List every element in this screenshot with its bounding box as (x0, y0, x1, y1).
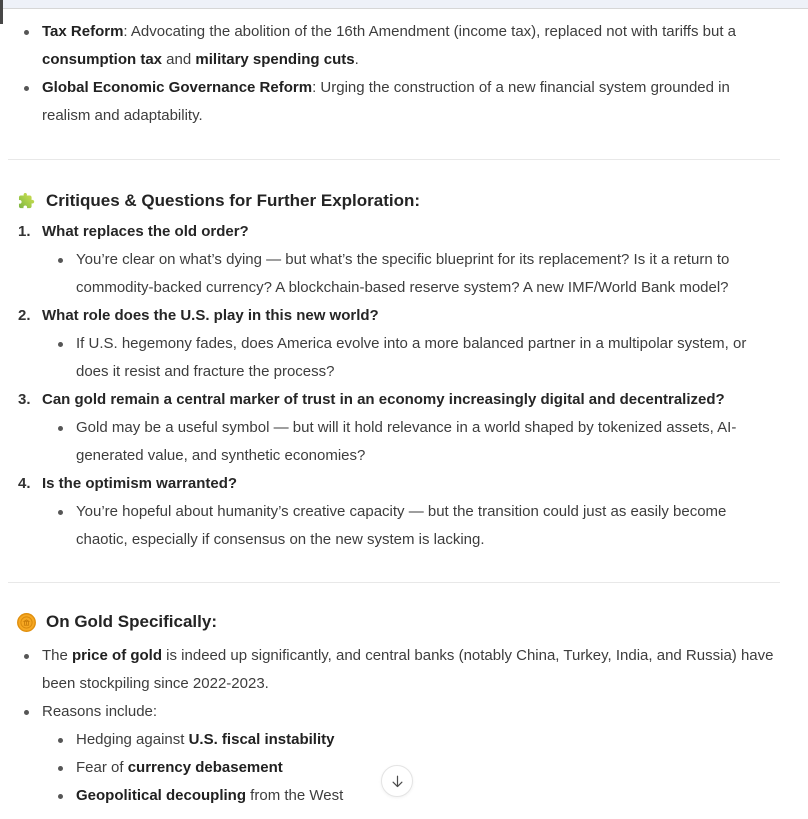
critiques-section-heading (16, 187, 780, 215)
bullet-dot (58, 794, 63, 799)
bold-text-segment: military spending cuts (195, 51, 355, 68)
intro-bullet-list (18, 18, 780, 130)
bullet-text (42, 642, 780, 698)
item-number: 1. (18, 223, 31, 240)
bullet-text (76, 782, 780, 810)
bullet-text (42, 18, 780, 74)
bullet-text (76, 754, 780, 782)
bullet-item (18, 18, 780, 74)
bold-text-segment: Tax Reform (42, 23, 124, 40)
bullet-item (42, 330, 780, 386)
bold-text-segment: consumption tax (42, 51, 163, 68)
bullet-dot (58, 738, 63, 743)
bullet-text (42, 74, 780, 130)
text-segment: If U.S. hegemony fades, does America evolve into a more balanced partner in a multipolar system, or does it resist and fracture the process? (76, 335, 747, 380)
bullet-text (76, 726, 780, 754)
numbered-item (18, 470, 780, 554)
scroll-to-bottom-button[interactable] (381, 765, 413, 797)
puzzle-piece-icon (16, 191, 37, 212)
bullet-dot (24, 710, 29, 715)
bullet-dot (24, 86, 29, 91)
text-segment: : Advocating the abolition of the 16th Amendment (income tax), replaced not with tariffs but a (123, 23, 737, 40)
bullet-text (76, 330, 780, 386)
bullet-item (42, 498, 780, 554)
numbered-item (18, 302, 780, 386)
critiques-section-title: Critiques & Questions for Further Exploration: (46, 191, 421, 210)
window-top-strip (0, 0, 808, 9)
text-segment: Fear of (76, 759, 128, 776)
text-segment: The (42, 647, 73, 664)
bullet-item (42, 414, 780, 470)
text-segment: Reasons include: (42, 703, 158, 720)
arrow-down-icon (389, 773, 406, 790)
bullet-text (76, 498, 780, 554)
chat-message-content (0, 10, 808, 810)
text-segment: Gold may be a useful symbol — but will it hold relevance in a world shaped by tokenized assets, AI-generated value, and synthetic economies? (76, 419, 737, 464)
bullet-text (76, 414, 780, 470)
question-points-list (42, 498, 780, 554)
bullet-item (18, 74, 780, 130)
question-text: What replaces the old order? (42, 223, 249, 240)
bullet-dot (58, 510, 63, 515)
question-points-list (42, 330, 780, 386)
text-segment: You’re clear on what’s dying — but what’s the specific blueprint for its replacement? Is it a return to commodity-backed currency? A blockchain-based reserve system? A new IMF/World Bank model? (76, 251, 730, 296)
bold-text-segment: price of gold (72, 647, 163, 664)
section-divider (8, 582, 780, 583)
item-number: 2. (18, 307, 31, 324)
bullet-item (42, 246, 780, 302)
text-segment: : Urging the construction of a new financial system grounded in realism and adaptability. (42, 79, 730, 124)
scrollbar-thumb-fragment[interactable] (0, 0, 3, 24)
bold-text-segment: Geopolitical decoupling (76, 787, 247, 804)
bullet-dot (58, 766, 63, 771)
bold-text-segment: Global Economic Governance Reform (42, 79, 313, 96)
question-text: Can gold remain a central marker of trust in an economy increasingly digital and decentralized? (42, 391, 725, 408)
sub-bullet-list (42, 726, 780, 810)
text-segment: . (354, 51, 359, 68)
text-segment: is indeed up significantly, and central banks (notably China, Turkey, India, and Russia) have been stockpiling since 2022-2023. (42, 647, 774, 692)
bullet-text (42, 698, 780, 726)
bullet-dot (24, 30, 29, 35)
bullet-dot (58, 426, 63, 431)
bold-text-segment: U.S. fiscal instability (188, 731, 335, 748)
text-segment: from the West (246, 787, 344, 804)
bold-text-segment: currency debasement (127, 759, 283, 776)
bullet-dot (58, 342, 63, 347)
question-text: Is the optimism warranted? (42, 475, 238, 492)
bullet-text (76, 246, 780, 302)
bullet-dot (58, 258, 63, 263)
item-number: 4. (18, 475, 31, 492)
coin-icon (16, 612, 37, 633)
item-number: 3. (18, 391, 31, 408)
gold-section-heading (16, 608, 780, 636)
text-segment: You’re hopeful about humanity’s creative capacity — but the transition could just as easily become chaotic, especially if consensus on the new system is lacking. (76, 503, 727, 548)
bullet-item (42, 726, 780, 754)
numbered-item (18, 386, 780, 470)
section-divider (8, 159, 780, 160)
question-text: What role does the U.S. play in this new world? (42, 307, 379, 324)
numbered-item (18, 218, 780, 302)
bullet-item (18, 642, 780, 698)
question-points-list (42, 246, 780, 302)
text-segment: and (162, 51, 196, 68)
text-segment: Hedging against (76, 731, 189, 748)
critiques-numbered-list (18, 218, 780, 554)
question-points-list (42, 414, 780, 470)
gold-section-title: On Gold Specifically: (46, 612, 217, 631)
bullet-dot (24, 654, 29, 659)
